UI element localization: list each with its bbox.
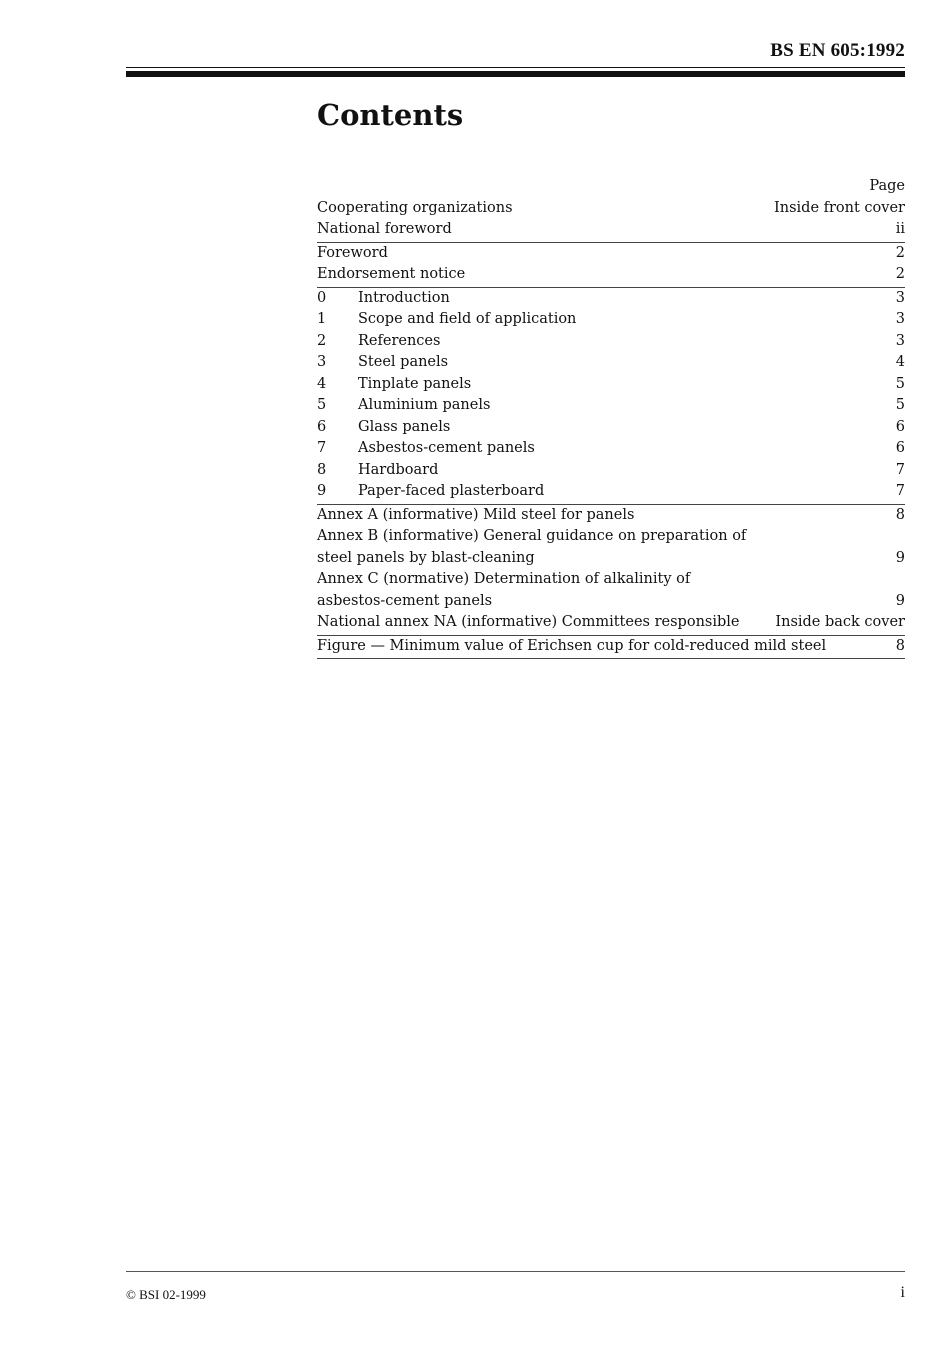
toc-entry-page: 6 bbox=[895, 418, 905, 435]
page-title: Contents bbox=[317, 98, 464, 132]
annex-label-line: Annex B (informative) General guidance on preparation of bbox=[317, 528, 747, 544]
clause-title: Hardboard bbox=[358, 461, 439, 478]
toc-entry-page: 2 bbox=[895, 266, 905, 282]
toc-entry-page: 9 bbox=[895, 592, 905, 609]
toc-end-rule bbox=[317, 658, 905, 659]
toc-entry-page: 8 bbox=[895, 637, 905, 654]
annex-label-line: asbestos-cement panels bbox=[317, 592, 493, 609]
toc-entry-label bbox=[317, 395, 876, 417]
toc-entry-label: Cooperating organizations bbox=[317, 199, 513, 216]
toc-entry-page: 7 bbox=[895, 461, 905, 478]
toc-entry-label: Endorsement notice bbox=[317, 266, 466, 282]
toc-entry-page: 3 bbox=[895, 289, 905, 306]
annex-list bbox=[317, 505, 905, 634]
toc-entry[interactable] bbox=[317, 243, 905, 265]
toc-entry-page: 3 bbox=[895, 332, 905, 349]
toc-entry-label: National foreword bbox=[317, 221, 452, 237]
toc-entry-clause[interactable] bbox=[317, 331, 905, 353]
toc-entry[interactable] bbox=[317, 198, 905, 220]
toc-entry-label bbox=[317, 460, 876, 482]
clause-title: Steel panels bbox=[358, 354, 449, 370]
table-of-contents bbox=[317, 176, 905, 659]
clause-title: Paper-faced plasterboard bbox=[358, 483, 545, 499]
toc-entry-annex[interactable] bbox=[317, 526, 905, 569]
toc-entry-clause[interactable] bbox=[317, 481, 905, 503]
clause-number: 6 bbox=[317, 418, 327, 435]
copyright-notice: © BSI 02-1999 bbox=[126, 1287, 206, 1302]
clause-number: 9 bbox=[317, 483, 327, 499]
annex-label-line: National annex NA (informative) Committees responsible bbox=[317, 614, 740, 630]
toc-entry[interactable] bbox=[317, 264, 905, 286]
toc-entry-page: 2 bbox=[895, 244, 905, 261]
document-id: BS EN 605:1992 bbox=[770, 40, 905, 61]
toc-entry-page: 7 bbox=[895, 483, 905, 499]
toc-entry-clause[interactable] bbox=[317, 395, 905, 417]
toc-entry-clause[interactable] bbox=[317, 288, 905, 310]
toc-entry-clause[interactable] bbox=[317, 309, 905, 331]
toc-entry-figure[interactable] bbox=[317, 636, 905, 658]
clause-title: References bbox=[358, 332, 441, 349]
toc-entry-label bbox=[317, 417, 876, 439]
clause-number: 3 bbox=[317, 354, 327, 370]
clause-number: 7 bbox=[317, 440, 327, 456]
toc-entry-label: Foreword bbox=[317, 244, 388, 261]
toc-entry-clause[interactable] bbox=[317, 438, 905, 460]
toc-entry-label bbox=[317, 612, 755, 634]
clause-title: Glass panels bbox=[358, 418, 451, 435]
toc-entry-label bbox=[317, 374, 876, 396]
page-number: i bbox=[900, 1284, 905, 1301]
page-column-header: Page bbox=[869, 178, 905, 194]
annex-label-line: steel panels by blast-cleaning bbox=[317, 549, 535, 566]
clause-number: 2 bbox=[317, 332, 327, 349]
toc-entry-label bbox=[317, 481, 876, 503]
toc-entry-label bbox=[317, 438, 876, 460]
toc-entry-label bbox=[317, 309, 876, 331]
clause-number: 4 bbox=[317, 375, 327, 392]
toc-entry-label: Figure — Minimum value of Erichsen cup for cold-reduced mild steel bbox=[317, 637, 827, 654]
toc-entry-clause[interactable] bbox=[317, 417, 905, 439]
toc-entry-clause[interactable] bbox=[317, 374, 905, 396]
toc-entry-annex[interactable] bbox=[317, 612, 905, 634]
footer-rule bbox=[126, 1271, 905, 1272]
toc-entry-page: 5 bbox=[895, 397, 905, 413]
toc-entry-page: 5 bbox=[895, 375, 905, 392]
toc-entry-page: 8 bbox=[895, 506, 905, 523]
clause-number: 1 bbox=[317, 311, 327, 327]
clause-number: 8 bbox=[317, 461, 327, 478]
clause-number: 5 bbox=[317, 397, 327, 413]
header-rule-thin bbox=[126, 67, 905, 68]
toc-entry-page: ii bbox=[895, 221, 905, 237]
clause-title: Aluminium panels bbox=[358, 397, 491, 413]
header-rule-thick bbox=[126, 71, 905, 77]
clause-list bbox=[317, 288, 905, 503]
toc-entry-label bbox=[317, 331, 876, 353]
toc-entry-label bbox=[317, 352, 876, 374]
toc-entry-page: 3 bbox=[895, 311, 905, 327]
clause-title: Introduction bbox=[358, 289, 450, 306]
toc-entry-annex[interactable] bbox=[317, 505, 905, 527]
toc-entry-clause[interactable] bbox=[317, 352, 905, 374]
clause-number: 0 bbox=[317, 289, 327, 306]
toc-entry-page: 4 bbox=[895, 354, 905, 370]
clause-title: Asbestos-cement panels bbox=[358, 440, 535, 456]
toc-entry-label bbox=[317, 505, 876, 527]
annex-label-line: Annex C (normative) Determination of alkalinity of bbox=[317, 571, 691, 587]
toc-entry-page: 6 bbox=[895, 440, 905, 456]
toc-entry-page: 9 bbox=[895, 549, 905, 566]
annex-label-line: Annex A (informative) Mild steel for panels bbox=[317, 506, 635, 523]
toc-entry-label bbox=[317, 288, 876, 310]
clause-title: Scope and field of application bbox=[358, 311, 577, 327]
toc-entry-label bbox=[317, 569, 876, 612]
toc-entry-page: Inside back cover bbox=[775, 614, 905, 630]
clause-title: Tinplate panels bbox=[358, 375, 472, 392]
toc-entry[interactable] bbox=[317, 219, 905, 241]
toc-entry-page: Inside front cover bbox=[774, 199, 905, 216]
toc-entry-clause[interactable] bbox=[317, 460, 905, 482]
toc-entry-label bbox=[317, 526, 876, 569]
toc-entry-annex[interactable] bbox=[317, 569, 905, 612]
